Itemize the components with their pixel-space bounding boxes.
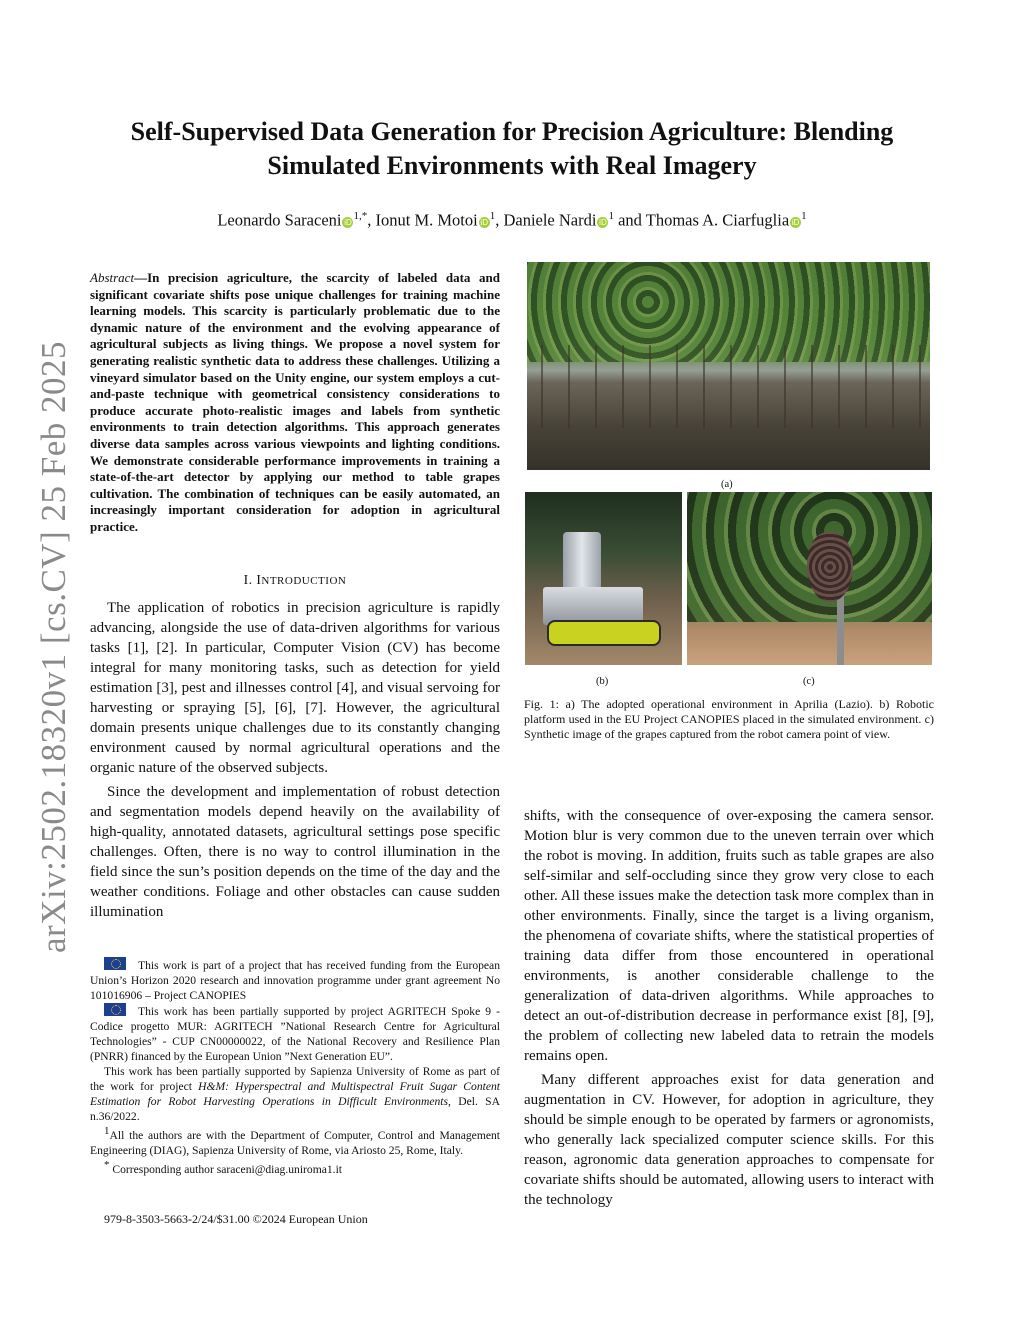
robot-torso [563, 532, 601, 590]
orcid-icon[interactable]: iD [599, 217, 607, 227]
arxiv-stamp [30, 340, 78, 954]
figure-1b-robot-render [525, 492, 682, 665]
body-paragraph: Since the development and implementation of robust detection and segmentation models depend heavily on the availability of high-quality, annotated datasets, agricultural settings pose specific challenges. Often, there is no way to control illumination in the field since the sun’s position depends on the time of the day and the weather conditions. Foliage and other obstacles can cause sudden illumination [90, 784, 500, 920]
author-name: Daniele Nardi [503, 210, 597, 230]
footnote-text: Corresponding author saraceni@diag.uniroma1.it [112, 1162, 343, 1176]
grape-bunch [807, 532, 853, 602]
footnote-text: , Del. SA n.36/2022. [90, 1095, 501, 1123]
footnote [90, 957, 500, 1003]
abstract [90, 270, 500, 536]
orcid-icon[interactable]: iD [480, 217, 488, 227]
footnote [90, 1124, 500, 1158]
author-name: Thomas A. Ciarfuglia [645, 210, 790, 230]
figure-label-a: (a) [721, 479, 733, 490]
copyright-line: 979-8-3503-5663-2/24/$31.00 ©2024 European Union [104, 1212, 368, 1226]
footnotes [90, 957, 500, 1177]
left-column-body [90, 598, 500, 926]
footnote-text: This work has been partially supported by Sapienza University of Rome as part of the work for project [90, 1065, 500, 1093]
footnote [90, 1158, 500, 1177]
author-list [90, 210, 934, 231]
orcid-icon[interactable]: iD [344, 217, 352, 227]
footnote [90, 1064, 500, 1124]
author-separator: , [367, 210, 376, 230]
footnote-mark: 1 [104, 1125, 110, 1137]
section-title-rest: NTRODUCTION [261, 575, 347, 587]
footnote-mark: * [104, 1158, 110, 1171]
author-affiliation: 1 [801, 210, 807, 222]
author-name: Ionut M. Motoi [375, 210, 478, 230]
section-first-letter: I [256, 572, 262, 587]
body-paragraph: Many different approaches exist for data generation and augmentation in CV. However, for adoption in agriculture, they should be simple enough to be operated by farmers or agronomists, who generally lack specialized computer science skills. For this reason, agronomic data generation approaches to compensate for covariate shifts should be automated, allowing users to interact with the technology [524, 1072, 934, 1208]
vine-trunks [527, 345, 930, 428]
author-affiliation: 1,* [353, 210, 368, 222]
arxiv-id: arXiv:2502.18320v1 [cs.CV] 25 Feb 2025 [34, 340, 73, 954]
orcid-icon[interactable]: iD [791, 217, 800, 227]
paper-title [90, 115, 934, 183]
figure-label-c: (c) [803, 676, 815, 687]
figure-label-b: (b) [596, 676, 609, 687]
author-affiliation: 1 [608, 210, 614, 222]
figure-1a-vineyard-photo [527, 262, 930, 470]
body-paragraph: The application of robotics in precision agriculture is rapidly advancing, alongside the use of data-driven algorithms for various tasks [1], [2]. In particular, Computer Vision (CV) has become integral for many monitoring tasks, such as detection for yield estimation [3], pest and illnesses control [4], and visual servoing for harvesting or spraying [5], [6], [7]. However, the agricultural domain presents unique challenges due to its constantly changing environment caused by normal agricultural operations and the organic nature of the observed subjects. [90, 600, 500, 776]
section-number: I. [243, 572, 257, 587]
author-name: Leonardo Saraceni [217, 210, 342, 230]
abstract-text: —In precision agriculture, the scarcity of labeled data and significant covariate shifts pose unique challenges for training machine learning models. This scarcity is particularly problematic due to the dynamic nature of the environment and the evolving appearance of agricultural subjects as living things. We propose a novel system for generating realistic synthetic data to address these challenges. Utilizing a vineyard simulator based on the Unity engine, our system employs a cut-and-paste technique with geometrical consistency considerations to produce accurate photo-realistic images and labels from synthetic environments to train detection algorithms. This approach generates diverse data samples across various viewpoints and lighting conditions. We demonstrate considerable performance improvements in training a state-of-the-art detector by applying our method to table grapes cultivation. The combination of techniques can be easily automated, an increasingly important consideration for adoption in agricultural practice. [90, 270, 500, 534]
project-title: H&M: Hyperspectral and Multispectral Fruit Sugar Content Estimation for Robot Harvesting Operations in Difficult Environments [90, 1080, 501, 1108]
figure-caption: Fig. 1: a) The adopted operational environment in Aprilia (Lazio). b) Robotic platform used in the EU Project CANOPIES placed in the simulated environment. c) Synthetic image of the grapes captured from the robot camera point of view. [524, 697, 934, 741]
robot-tracks [547, 620, 661, 646]
eu-flag-icon [104, 1003, 126, 1016]
figure-1c-synthetic-grapes [687, 492, 932, 665]
author-separator: , [495, 210, 504, 230]
footnote-text: This work has been partially supported by project AGRITECH Spoke 9 - Codice progetto MUR: AGRITECH ”National Research Centre for Agricultural Technologies” - CUP CN00000022, of the National Recovery and Resilience Plan (PNRR) financed by the European Union ”Next Generation EU”. [90, 1005, 500, 1063]
footnote-text: This work is part of a project that has received funding from the European Union’s Horizon 2020 research and innovation programme under grant agreement No 101016906 – Project CANOPIES [90, 959, 500, 1002]
footnote [90, 1003, 500, 1064]
title-line-1: Self-Supervised Data Generation for Precision Agriculture: Blending [130, 117, 894, 146]
body-paragraph: shifts, with the consequence of over-exposing the camera sensor. Motion blur is very common due to the uneven terrain over which the robot is moving. In addition, fruits such as table grapes are also self-similar and self-occluding since they grow very close to each other. All these issues make the detection task more complex than in other environments. Finally, since the target is a living organism, the phenomena of covariate shifts, where the statistical properties of training data differ from those encountered in operational environments, is another considerable challenge to the generalization of data-driven algorithms. While approaches to detect an out-of-distribution decrease in performance exist [8], [9], the problem of collecting new labeled data to retrain the models remains open. [524, 808, 934, 1064]
author-affiliation: 1 [489, 210, 496, 222]
abstract-label: Abstract [90, 270, 135, 285]
footnote-text: All the authors are with the Department of Computer, Control and Management Engineering (DIAG), Sapienza University of Rome, via Ariosto 25, Rome, Italy. [90, 1128, 500, 1157]
right-column-body [524, 806, 934, 1214]
section-heading [90, 572, 500, 588]
author-separator: and [613, 210, 646, 230]
title-line-2: Simulated Environments with Real Imagery [267, 151, 757, 180]
eu-flag-icon [104, 957, 126, 970]
